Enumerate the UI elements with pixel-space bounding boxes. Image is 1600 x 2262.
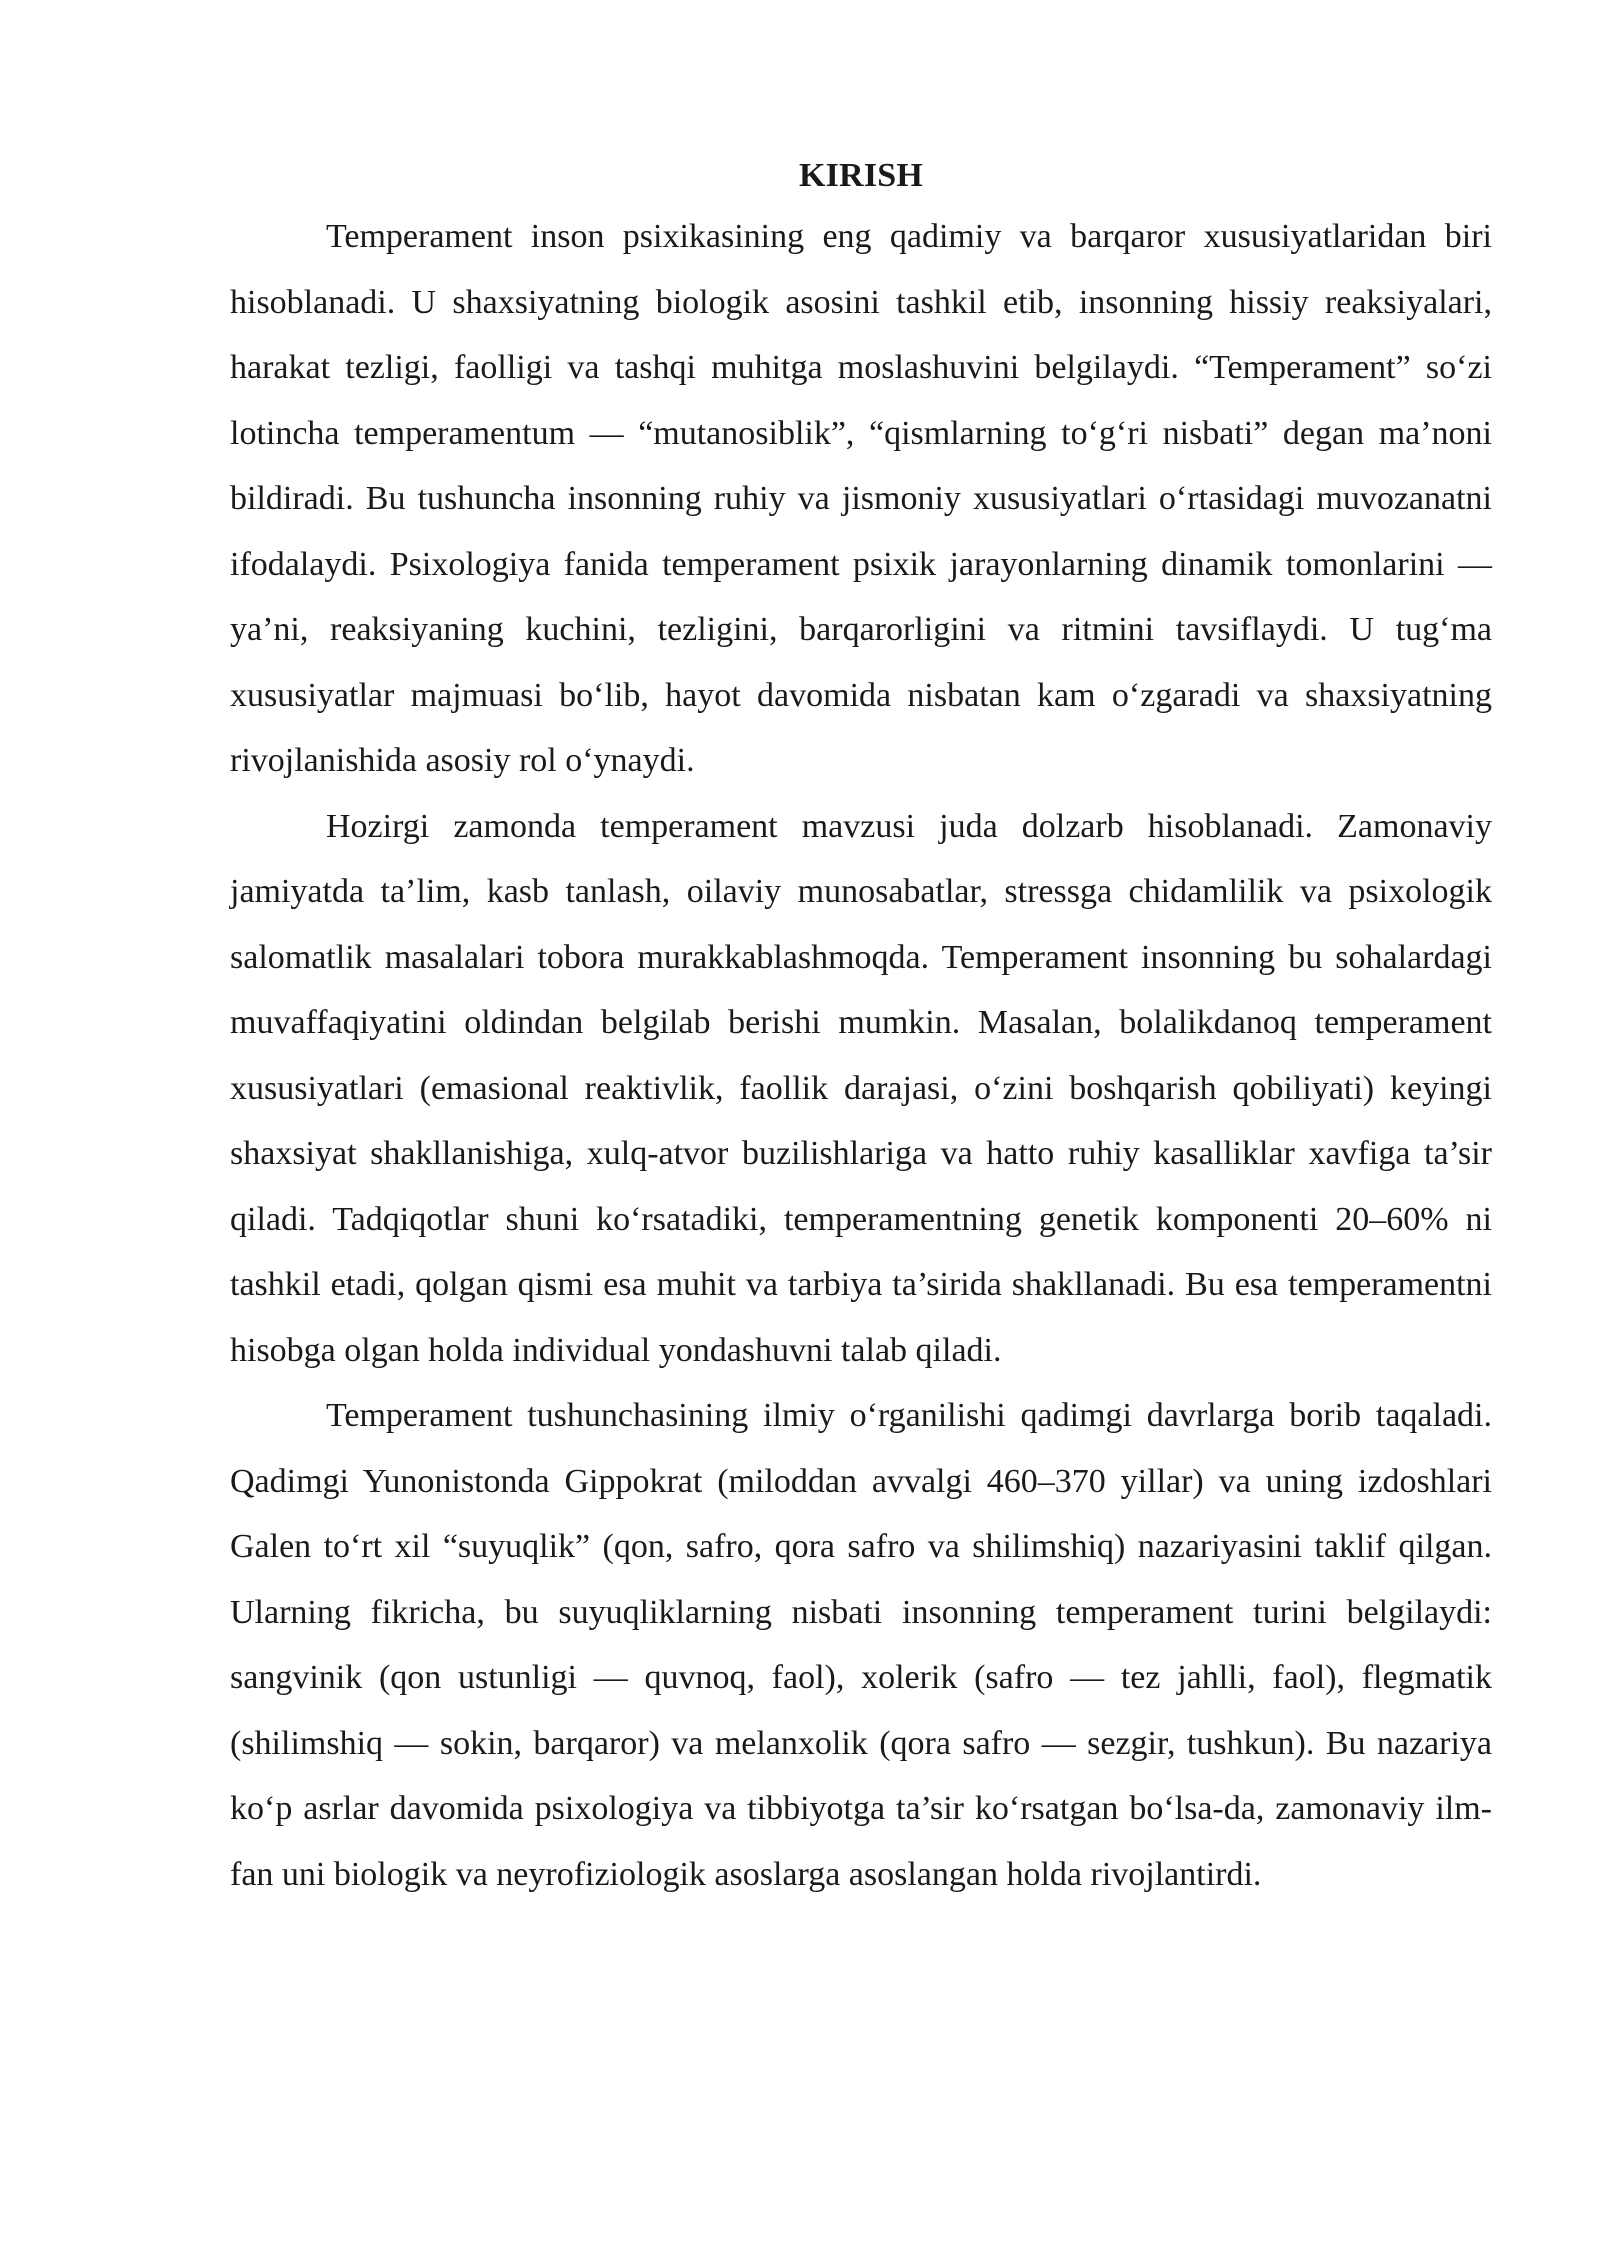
section-heading: KIRISH bbox=[798, 157, 924, 194]
document-body bbox=[230, 148, 1492, 1907]
paragraph-2: Hozirgi zamonda temperament mavzusi juda dolzarb hisoblanadi. Zamonaviy jamiyatda ta’lim, kasb tanlash, oilaviy munosabatlar, stressga chidamlilik va psixologik salomatlik masalalari tobora murakkablashmoqda. Temperament insonning bu sohalardagi muvaffaqiyatini oldindan belgilab berishi mumkin. Masalan, bolalikdanoq temperament xususiyatlari (emasional reaktivlik, faollik darajasi, o‘zini boshqarish qobiliyati) keyingi shaxsiyat shakllanishiga, xulq-atvor buzilishlariga va hatto ruhiy kasalliklar xavfiga ta’sir qiladi. Tadqiqotlar shuni ko‘rsatadiki, temperamentning genetik komponenti 20–60% ni tashkil etadi, qolgan qismi esa muhit va tarbiya ta’sirida shakllanadi. Bu esa temperamentni hisobga olgan holda individual yondashuvni talab qiladi. bbox=[230, 807, 1492, 1369]
paragraph-1: Temperament inson psixikasining eng qadimiy va barqaror xususiyatlaridan biri hisoblanadi. U shaxsiyatning biologik asosini tashkil etib, insonning hissiy reaksiyalari, harakat tezligi, faolligi va tashqi muhitga moslashuvini belgilaydi. “Temperament” so‘zi lotincha temperamentum — “mutanosiblik”, “qismlarning to‘g‘ri nisbati” degan ma’noni bildiradi. Bu tushuncha insonning ruhiy va jismoniy xususiyatlari o‘rtasidagi muvozanatni ifodalaydi. Psixologiya fanida temperament psixik jarayonlarning dinamik tomonlarini — ya’ni, reaksiyaning kuchini, tezligini, barqarorligini va ritmini tavsiflaydi. U tug‘ma xususiyatlar majmuasi bo‘lib, hayot davomida nisbatan kam o‘zgaradi va shaxsiyatning rivojlanishida asosiy rol o‘ynaydi. bbox=[230, 218, 1492, 779]
paragraph-3: Temperament tushunchasining ilmiy o‘rganilishi qadimgi davrlarga borib taqaladi. Qadimgi Yunonistonda Gippokrat (miloddan avvalgi 460–370 yillar) va uning izdoshlari Galen to‘rt xil “suyuqlik” (qon, safro, qora safro va shilimshiq) nazariyasini taklif qilgan. Ularning fikricha, bu suyuqliklarning nisbati insonning temperament turini belgilaydi: sangvinik (qon ustunligi — quvnoq, faol), xolerik (safro — tez jahlli, faol), flegmatik (shilimshiq — sokin, barqaror) va melanxolik (qora safro — sezgir, tushkun). Bu nazariya ko‘p asrlar davomida psixologiya va tibbiyotga ta’sir ko‘rsatgan bo‘lsa-da, zamonaviy ilm-fan uni biologik va neyrofiziologik asoslarga asoslangan holda rivojlantirdi. bbox=[230, 1397, 1492, 1893]
